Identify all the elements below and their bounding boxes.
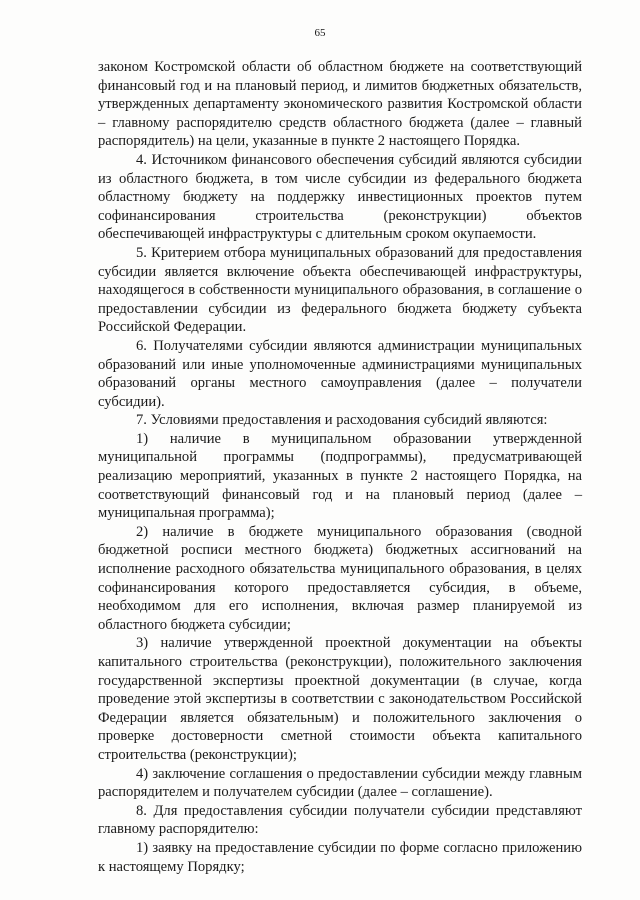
paragraph-7-item-4: 4) заключение соглашения о предоставлении субсидии между главным распорядителем и получателем субсидии (далее – соглашение).	[98, 765, 582, 801]
document-body	[98, 58, 582, 876]
paragraph-7-item-3: 3) наличие утвержденной проектной документации на объекты капитального строительства (реконструкции), положительного заключения государственной экспертизы проектной документации (в случае, когда проведение этой экспертизы в соответствии с законодательством Российской Федерации является обязательным) и положительного заключения о проверке достоверности сметной стоимости объекта капитального строительства (реконструкции);	[98, 635, 582, 763]
page-number: 65	[314, 27, 326, 39]
paragraph-7-item-1: 1) наличие в муниципальном образовании утвержденной муниципальной программы (подпрограммы), предусматривающей реализацию мероприятий, указанных в пункте 2 настоящего Порядка, на соответствующий финансовый год и на плановый период (далее – муниципальная программа);	[98, 430, 582, 522]
paragraph-8-documents: 8. Для предоставления субсидии получатели субсидии представляют главному распорядителю:	[98, 802, 582, 838]
paragraph-5-selection-criterion: 5. Критерием отбора муниципальных образований для предоставления субсидии является включение объекта обеспечивающей инфраструктуры, находящегося в собственности муниципального образования, в соглашение о предоставлении субсидии из федерального бюджета бюджету субъекта Российской Федерации.	[98, 244, 582, 336]
paragraph-7-item-2: 2) наличие в бюджете муниципального образования (сводной бюджетной росписи местного бюджета) бюджетных ассигнований на исполнение расходного обязательства муниципального образования, в целях софинансирования которого предоставляется субсидия, в объеме, необходимом для его исполнения, включая размер планируемой из областного бюджета субсидии;	[98, 523, 582, 633]
paragraph-6-recipients: 6. Получателями субсидии являются администрации муниципальных образований или иные уполномоченные администрациями муниципальных образований органы местного самоуправления (далее – получатели субсидии).	[98, 337, 582, 410]
paragraph-continuation: законом Костромской области об областном бюджете на соответствующий финансовый год и на плановый период, и лимитов бюджетных обязательств, утвержденных департаменту экономического развития Костромской области – главному распорядителю средств областного бюджета (далее – главный распорядитель) на цели, указанные в пункте 2 настоящего Порядка.	[98, 59, 582, 150]
paragraph-8-item-1: 1) заявку на предоставление субсидии по форме согласно приложению к настоящему Порядку;	[98, 839, 582, 875]
paragraph-4-funding-source: 4. Источником финансового обеспечения субсидий являются субсидии из областного бюджета, в том числе субсидии из федерального бюджета областному бюджету на поддержку инвестиционных проектов путем софинансирования строительства (реконструкции) объектов обеспечивающей инфраструктуры с длительным сроком окупаемости.	[98, 151, 582, 243]
paragraph-7-conditions: 7. Условиями предоставления и расходования субсидий являются:	[136, 412, 548, 429]
